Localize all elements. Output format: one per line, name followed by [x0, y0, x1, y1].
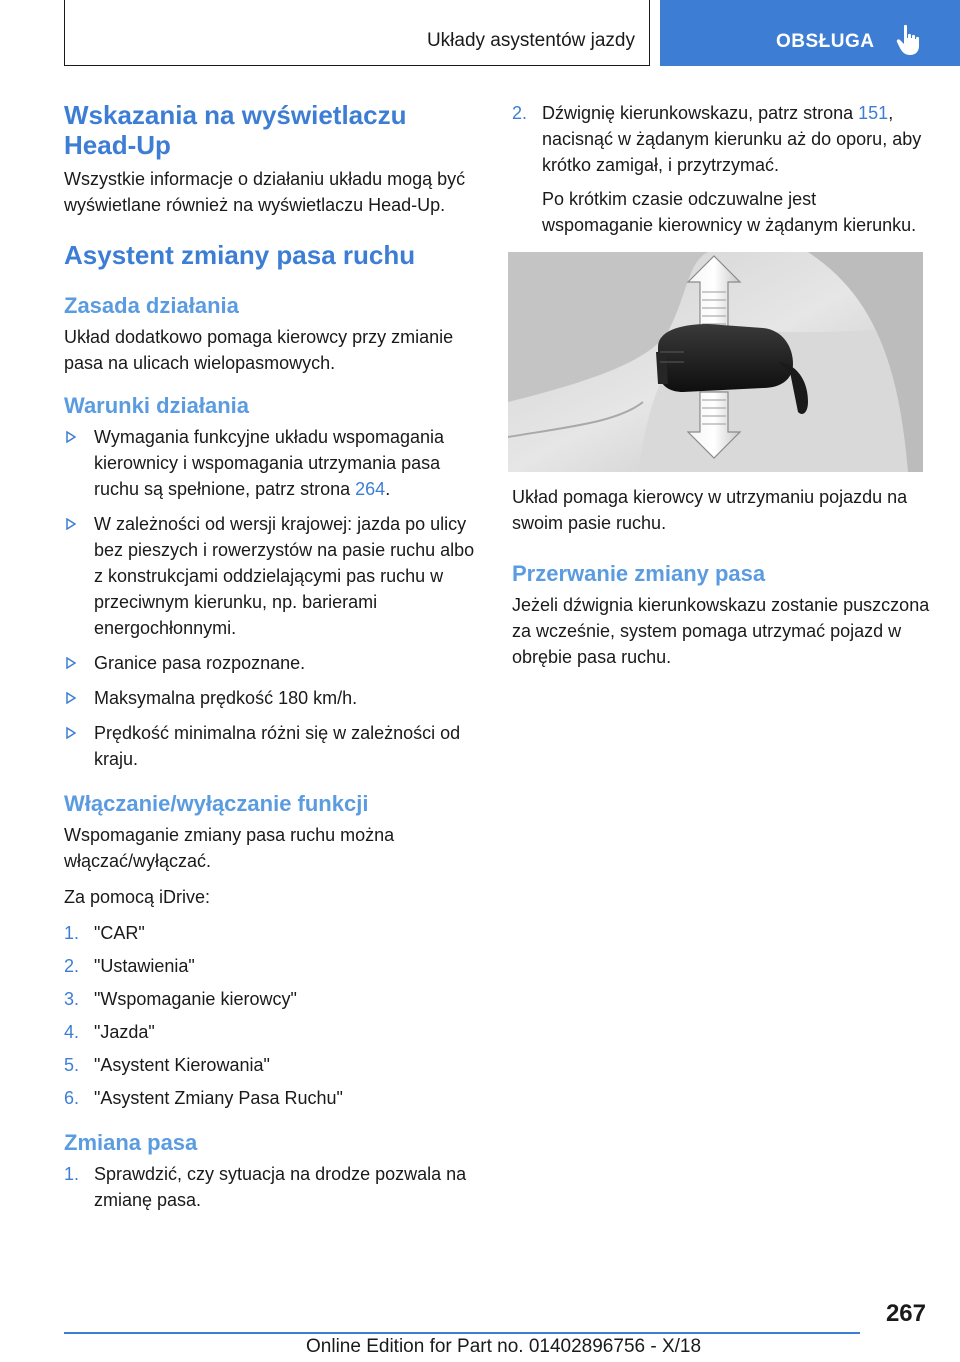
header-section-box	[64, 0, 650, 66]
principle-text: Układ dodatkowo pomaga kierowcy przy zmianie pasa na ulicach wielopasmowych.	[64, 327, 454, 373]
condition-text: Maksymalna prędkość 180 km/h.	[94, 688, 358, 708]
page-link-264[interactable]: 264	[355, 479, 386, 499]
condition-text: Prędkość minimalna różni się w zależności od kraju.	[94, 723, 461, 769]
condition-text: Granice pasa rozpoznane.	[94, 653, 306, 673]
page-number: 267	[885, 1300, 926, 1327]
menu-step-steering-assist: "Asystent Kierowania"	[94, 1055, 270, 1075]
onoff-text: Wspomaganie zmiany pasa ruchu można włączać/wyłączać.	[64, 825, 395, 871]
list-item: 2. "Ustawienia"	[64, 956, 195, 976]
list-item: 5. "Asystent Kierowania"	[64, 1055, 270, 1075]
hud-text: Wszystkie informacje o działaniu układu mogą być wyświetlane również na wyświetlaczu Head-Up.	[64, 169, 466, 215]
condition-text: W zależności od wersji krajowej: jazda po ulicy bez pieszych i rowerzystów na pasie ruchu albo z konstrukcjami oddzielającymi pas ruchu w przeciwnym kierunku, np. barierami energochłonnymi.	[94, 514, 475, 638]
footer-divider	[64, 1332, 860, 1334]
triangle-bullet-icon	[66, 518, 76, 530]
principle-title: Zasada działania	[64, 293, 239, 318]
triangle-bullet-icon	[66, 431, 76, 443]
hud-title: Wskazania na wyświetlaczu Head-Up	[64, 100, 407, 160]
menu-step-driving: "Jazda"	[94, 1022, 155, 1042]
list-item: 3. "Wspomaganie kierowcy"	[64, 989, 297, 1009]
list-item: 4. "Jazda"	[64, 1022, 155, 1042]
interrupt-text: Jeżeli dźwignia kierunkowskazu zostanie puszczona za wcześnie, system pomaga utrzymać pojazd w obrębie pasa ruchu.	[512, 595, 930, 667]
conditions-title: Warunki działania	[64, 393, 250, 418]
page-link-151[interactable]: 151	[858, 103, 889, 123]
condition-text: Wymagania funkcyjne układu wspomagania kierownicy i wspomagania utrzymania pasa ruchu są spełnione, patrz strona	[94, 427, 445, 499]
step2-followup: Po krótkim czasie odczuwalne jest wspomaganie kierownicy w żądanym kierunku.	[542, 189, 917, 235]
change-step-text: Sprawdzić, czy sytuacja na drodze pozwala na zmianę pasa.	[94, 1164, 467, 1210]
tab-label: OBSŁUGA	[776, 31, 875, 52]
left-column	[64, 100, 484, 1220]
turn-signal-stalk-image	[508, 252, 923, 472]
section-title: Układy asystentów jazdy	[426, 30, 635, 51]
menu-step-settings: "Ustawienia"	[94, 956, 195, 976]
tab-obsluga[interactable]	[660, 0, 960, 66]
list-item: 6. "Asystent Zmiany Pasa Ruchu"	[64, 1088, 343, 1108]
list-item	[64, 720, 484, 772]
menu-step-car: "CAR"	[94, 923, 145, 943]
figure-caption: Układ pomaga kierowcy w utrzymaniu pojazdu na swoim pasie ruchu.	[512, 487, 908, 533]
idrive-steps	[64, 920, 484, 1111]
menu-step-driver-assist: "Wspomaganie kierowcy"	[94, 989, 297, 1009]
edition-text: Online Edition for Part no. 01402896756 - X/18	[306, 1336, 702, 1357]
triangle-bullet-icon	[66, 692, 76, 704]
right-column	[512, 100, 932, 248]
triangle-bullet-icon	[66, 657, 76, 669]
right-column-lower	[512, 484, 932, 680]
list-item: Wymagania funkcyjne układu wspomagania kierownicy i wspomagania utrzymania pasa ruchu są spełnione, patrz strona 264.	[64, 424, 484, 502]
onoff-title: Włączanie/wyłączanie funkcji	[64, 791, 369, 816]
change-steps-cont	[512, 100, 932, 178]
step2-text: Dźwignię kierunkowskazu, patrz strona	[542, 103, 859, 123]
menu-step-lane-change: "Asystent Zmiany Pasa Ruchu"	[94, 1088, 343, 1108]
change-title: Zmiana pasa	[64, 1130, 198, 1155]
page-header	[0, 0, 960, 66]
pointing-hand-icon	[896, 24, 924, 56]
main-title: Asystent zmiany pasa ruchu	[64, 240, 416, 270]
interrupt-title: Przerwanie zmiany pasa	[512, 561, 766, 586]
list-item: 2. Dźwignię kierunkowskazu, patrz strona 151, nacisnąć w żądanym kierunku aż do oporu, aby krótko zamigał, i przytrzymać.	[512, 103, 922, 175]
triangle-bullet-icon	[66, 727, 76, 739]
list-item: 1. "CAR"	[64, 923, 145, 943]
list-item	[64, 650, 484, 676]
conditions-list	[64, 424, 484, 772]
list-item	[64, 685, 484, 711]
list-item	[64, 511, 484, 641]
list-item: 1. Sprawdzić, czy sytuacja na drodze pozwala na zmianę pasa.	[64, 1164, 467, 1210]
idrive-text: Za pomocą iDrive:	[64, 887, 211, 907]
change-steps	[64, 1161, 484, 1213]
